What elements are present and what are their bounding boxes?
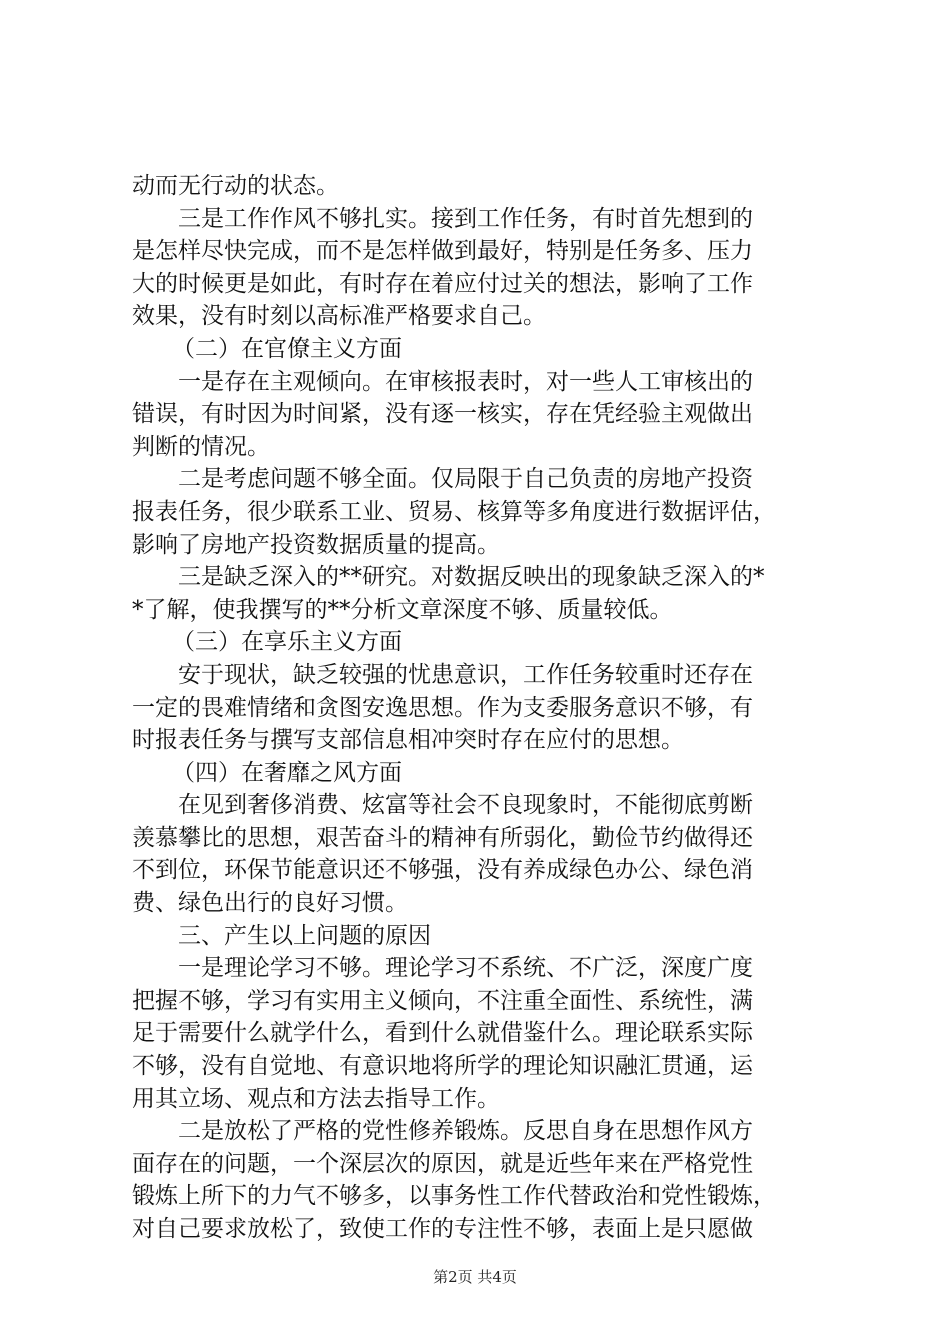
text-line: 对自己要求放松了，致使工作的专注性不够，表面上是只愿做 xyxy=(132,1216,753,1242)
section-heading: （四）在奢靡之风方面 xyxy=(172,759,402,786)
text-line: 是怎样尽快完成，而不是怎样做到最好，特别是任务多、压力 xyxy=(132,238,753,265)
text-line: 报表任务，很少联系工业、贸易、核算等多角度进行数据评估， xyxy=(132,498,776,525)
page-footer: 第2页 共4页 xyxy=(433,1268,517,1286)
text-line: 不到位，环保节能意识还不够强，没有养成绿色办公、绿色消 xyxy=(132,857,753,884)
text-line: 锻炼上所下的力气不够多，以事务性工作代替政治和党性锻炼， xyxy=(132,1183,776,1210)
text-line: 费、绿色出行的良好习惯。 xyxy=(132,890,408,917)
text-line: 三是缺乏深入的**研究。对数据反映出的现象缺乏深入的* xyxy=(178,564,765,591)
text-line: 一是存在主观倾向。在审核报表时，对一些人工审核出的 xyxy=(178,368,753,395)
text-line: *了解，使我撰写的**分析文章深度不够、质量较低。 xyxy=(132,596,673,623)
text-line: 安于现状，缺乏较强的忧患意识，工作任务较重时还存在 xyxy=(178,661,753,688)
text-line: 判断的情况。 xyxy=(132,433,270,460)
text-line: 时报表任务与撰写支部信息相冲突时存在应付的思想。 xyxy=(132,727,684,754)
section-heading: （二）在官僚主义方面 xyxy=(172,335,402,362)
text-line: 不够，没有自觉地、有意识地将所学的理论知识融汇贯通，运 xyxy=(132,1053,753,1080)
text-line: 羡慕攀比的思想，艰苦奋斗的精神有所弱化，勤俭节约做得还 xyxy=(132,824,753,851)
text-line: 足于需要什么就学什么，看到什么就借鉴什么。理论联系实际 xyxy=(132,1020,753,1047)
text-line: 二是考虑问题不够全面。仅局限于自己负责的房地产投资 xyxy=(178,466,753,493)
section-heading: （三）在享乐主义方面 xyxy=(172,629,402,656)
text-line: 面存在的问题，一个深层次的原因，就是近些年来在严格党性 xyxy=(132,1150,753,1177)
text-line: 用其立场、观点和方法去指导工作。 xyxy=(132,1085,500,1112)
text-line: 影响了房地产投资数据质量的提高。 xyxy=(132,531,500,558)
text-line: 三是工作作风不够扎实。接到工作任务，有时首先想到的 xyxy=(178,205,753,232)
text-line: 一是理论学习不够。理论学习不系统、不广泛，深度广度 xyxy=(178,955,753,982)
text-line: 一定的畏难情绪和贪图安逸思想。作为支委服务意识不够，有 xyxy=(132,694,753,721)
text-line: 错误，有时因为时间紧，没有逐一核实，存在凭经验主观做出 xyxy=(132,401,753,428)
text-line: 把握不够，学习有实用主义倾向，不注重全面性、系统性，满 xyxy=(132,987,753,1014)
document-body xyxy=(132,170,832,1246)
text-line: 效果，没有时刻以高标准严格要求自己。 xyxy=(132,303,546,330)
text-line: 在见到奢侈消费、炫富等社会不良现象时，不能彻底剪断 xyxy=(178,792,753,819)
text-line: 动而无行动的状态。 xyxy=(132,173,339,199)
text-line: 大的时候更是如此，有时存在着应付过关的想法，影响了工作 xyxy=(132,270,753,297)
text-line: 三、产生以上问题的原因 xyxy=(178,922,431,949)
text-line: 二是放松了严格的党性修养锻炼。反思自身在思想作风方 xyxy=(178,1118,753,1145)
